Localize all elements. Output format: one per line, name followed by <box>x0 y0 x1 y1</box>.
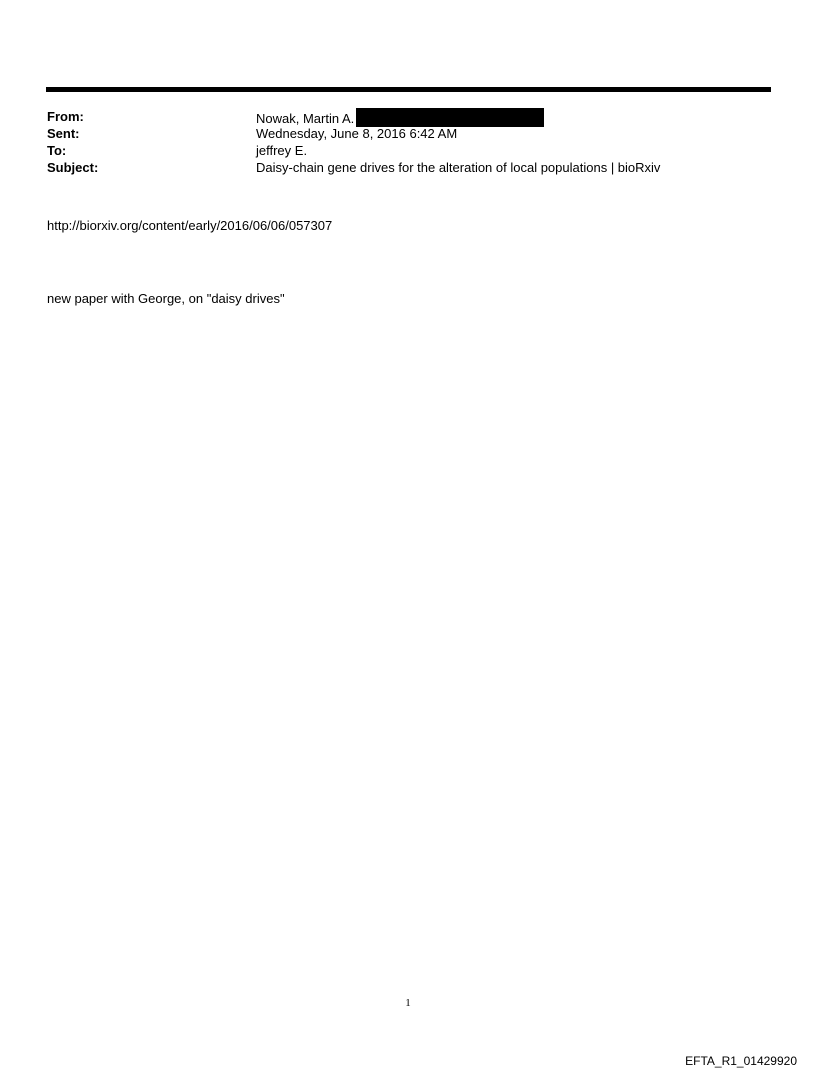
article-link[interactable]: http://biorxiv.org/content/early/2016/06/06/057307 <box>47 218 333 233</box>
from-label: From: <box>47 109 84 124</box>
sent-label: Sent: <box>47 126 80 141</box>
header-divider <box>46 87 771 92</box>
to-row <box>47 142 767 159</box>
page-number: 1 <box>405 997 411 1009</box>
sender-name: Nowak, Martin A. <box>256 111 355 126</box>
sent-row <box>47 125 767 142</box>
to-value: jeffrey E. <box>256 143 308 158</box>
subject-label: Subject: <box>47 160 99 175</box>
message-text: new paper with George, on "daisy drives" <box>47 291 285 306</box>
subject-row <box>47 159 767 176</box>
from-row <box>47 108 767 125</box>
subject-value: Daisy-chain gene drives for the alteration of local populations | bioRxiv <box>256 160 661 175</box>
sent-value: Wednesday, June 8, 2016 6:42 AM <box>256 126 458 141</box>
document-id: EFTA_R1_01429920 <box>685 1054 797 1068</box>
email-header <box>47 108 767 176</box>
to-label: To: <box>47 143 67 158</box>
